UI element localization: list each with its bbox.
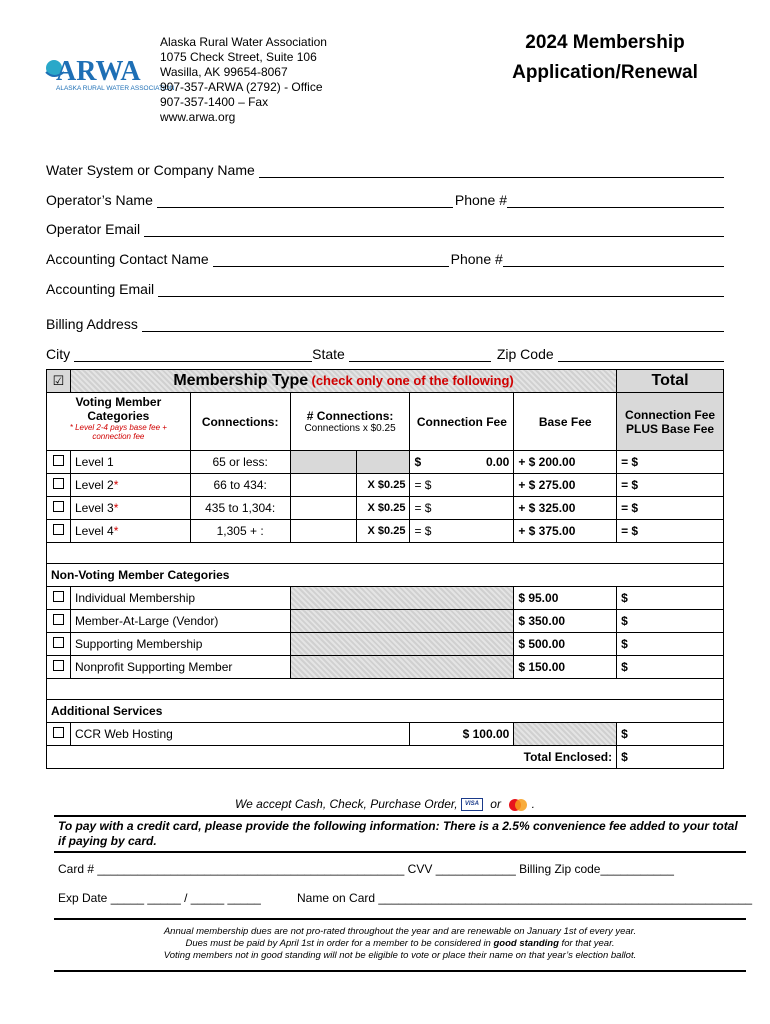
accounting-email-label: Accounting Email	[46, 281, 155, 297]
credit-card-box	[54, 815, 746, 853]
accounting-email-input[interactable]	[158, 281, 724, 297]
shaded-cell	[514, 723, 617, 746]
zip-input[interactable]	[558, 346, 724, 362]
row-total-input[interactable]: $	[617, 723, 724, 746]
operator-name-input[interactable]	[157, 192, 453, 208]
phone-label: Phone #	[450, 251, 503, 267]
water-system-input[interactable]	[259, 162, 724, 178]
operator-name-label: Operator’s Name	[46, 192, 153, 208]
row-total-input[interactable]: = $	[617, 451, 724, 474]
billing-address-label: Billing Address	[46, 316, 138, 332]
table-row	[47, 656, 724, 679]
connection-fee-cell[interactable]	[410, 497, 514, 520]
nonvoting-label: Member-At-Large (Vendor)	[70, 610, 290, 633]
cfee-value: 0.00	[485, 455, 510, 469]
connections-range: 1,305 + :	[190, 520, 290, 543]
footer-line-2c: for that year.	[558, 938, 615, 949]
billing-address-input[interactable]	[142, 316, 724, 332]
state-input[interactable]	[349, 346, 491, 362]
header-check-icon: ☑	[47, 370, 71, 393]
base-fee: $ 150.00	[514, 656, 617, 679]
connection-fee-cell[interactable]	[410, 474, 514, 497]
city-input[interactable]	[74, 346, 312, 362]
org-line: www.arwa.org	[160, 110, 236, 124]
footer-notes	[54, 918, 746, 972]
base-fee: $ 500.00	[514, 633, 617, 656]
cfee-prefix: = $	[414, 524, 432, 538]
nonvoting-label: Individual Membership	[70, 587, 290, 610]
num-connections-input	[290, 451, 356, 474]
asterisk: *	[113, 478, 119, 492]
level-4-checkbox[interactable]	[47, 520, 71, 543]
cfee-prefix: $	[414, 455, 422, 469]
base-fee: $ 350.00	[514, 610, 617, 633]
multiplier	[356, 451, 410, 474]
individual-checkbox[interactable]	[47, 587, 71, 610]
operator-email-label: Operator Email	[46, 221, 141, 237]
num-connections-input[interactable]	[290, 497, 356, 520]
supporting-checkbox[interactable]	[47, 633, 71, 656]
end-text: .	[531, 797, 535, 811]
vendor-checkbox[interactable]	[47, 610, 71, 633]
membership-type-title: Membership Type	[173, 372, 309, 389]
cfee-prefix: = $	[414, 478, 432, 492]
total-enclosed-input[interactable]: $	[617, 746, 724, 769]
org-line: 1075 Check Street, Suite 106	[160, 50, 317, 64]
accept-text: We accept Cash, Check, Purchase Order,	[235, 797, 458, 811]
card-number-line[interactable]: Card # ______________________________________________ CVV ____________ Billing Zip code___________	[58, 862, 674, 876]
total-fee-header: Connection Fee PLUS Base Fee	[617, 393, 724, 451]
nonvoting-label: Supporting Membership	[70, 633, 290, 656]
footer-line-3: Voting members not in good standing will not be eligible to vote or place their name on that year’s election ballot.	[163, 950, 637, 961]
connections-header: Connections:	[190, 393, 290, 451]
accounting-phone-input[interactable]	[503, 251, 724, 267]
city-label: City	[46, 346, 71, 362]
shaded-cell	[290, 610, 514, 633]
connections-range: 65 or less:	[190, 451, 290, 474]
additional-label: CCR Web Hosting	[70, 723, 409, 746]
spacer-row	[47, 543, 724, 564]
nonvoting-header: Non-Voting Member Categories	[47, 564, 724, 587]
level-label	[70, 520, 190, 543]
billing-address-row	[46, 316, 724, 332]
level-label-text: Level 1	[74, 455, 114, 469]
level-label-text: Level 4	[74, 524, 114, 538]
row-total-input[interactable]: = $	[617, 474, 724, 497]
num-connections-header: # Connections:	[306, 409, 394, 423]
name-on-card-line[interactable]: Name on Card ________________________________________________________	[297, 891, 753, 905]
membership-type-header	[70, 370, 616, 393]
num-connections-input[interactable]	[290, 520, 356, 543]
table-row	[47, 723, 724, 746]
row-total-input[interactable]: = $	[617, 520, 724, 543]
level-label-text: Level 2	[74, 478, 114, 492]
level-label	[70, 451, 190, 474]
table-row	[47, 610, 724, 633]
arwa-logo	[42, 50, 175, 100]
additional-header: Additional Services	[47, 700, 724, 723]
table-row	[47, 587, 724, 610]
multiplier: X $0.25	[356, 520, 410, 543]
accounting-row	[46, 251, 724, 267]
mastercard-icon	[508, 799, 528, 811]
footer-line-2	[54, 938, 746, 950]
table-row	[47, 497, 724, 520]
voting-header: Voting Member Categories	[75, 395, 162, 423]
row-total-input[interactable]: $	[617, 610, 724, 633]
connection-fee-header: Connection Fee	[410, 393, 514, 451]
table-row	[47, 633, 724, 656]
org-line: 907-357-1400 – Fax	[160, 95, 269, 109]
level-2-checkbox[interactable]	[47, 474, 71, 497]
level-label	[70, 474, 190, 497]
state-label: State	[312, 346, 345, 362]
good-standing: good standing	[493, 938, 559, 949]
membership-type-note: (check only one of the following)	[311, 373, 514, 388]
voting-header-cell	[47, 393, 191, 451]
base-fee: + $ 375.00	[514, 520, 617, 543]
water-system-row	[46, 162, 724, 178]
nonprofit-checkbox[interactable]	[47, 656, 71, 679]
zip-label: Zip Code	[496, 346, 554, 362]
title-line-1: 2024 Membership	[525, 32, 685, 53]
shaded-cell	[290, 633, 514, 656]
or-text: or	[490, 797, 501, 811]
org-line: 907-357-ARWA (2792) - Office	[160, 80, 323, 94]
visa-icon: VISA	[461, 798, 483, 811]
operator-email-input[interactable]	[144, 221, 724, 237]
connection-fee-cell[interactable]	[410, 520, 514, 543]
spacer-row	[47, 679, 724, 700]
base-fee-header: Base Fee	[514, 393, 617, 451]
level-3-checkbox[interactable]	[47, 497, 71, 520]
base-fee: + $ 275.00	[514, 474, 617, 497]
logo-subtext: ALASKA RURAL WATER ASSOCIATION	[56, 85, 175, 92]
footer-line-2a: Dues must be paid by April 1st in order for a member to be considered in	[185, 938, 494, 949]
accounting-email-row	[46, 281, 724, 297]
asterisk: *	[113, 501, 119, 515]
phone-label: Phone #	[454, 192, 508, 208]
multiplier: X $0.25	[356, 474, 410, 497]
operator-row	[46, 192, 724, 208]
row-total-input[interactable]: $	[617, 633, 724, 656]
total-header: Total	[617, 370, 724, 393]
num-connections-input[interactable]	[290, 474, 356, 497]
connections-range: 435 to 1,304:	[190, 497, 290, 520]
connection-fee-cell	[410, 451, 514, 474]
total-enclosed-label: Total Enclosed:	[47, 746, 617, 769]
nonvoting-label: Nonprofit Supporting Member	[70, 656, 290, 679]
level-1-checkbox[interactable]	[47, 451, 71, 474]
asterisk: *	[113, 524, 119, 538]
page-title	[470, 28, 740, 88]
num-connections-header-cell	[290, 393, 410, 451]
base-fee: + $ 325.00	[514, 497, 617, 520]
table-row	[47, 451, 724, 474]
title-line-2: Application/Renewal	[512, 62, 698, 83]
city-state-zip-row	[46, 346, 724, 362]
org-line: Wasilla, AK 99654-8067	[160, 65, 288, 79]
footer-line-1: Annual membership dues are not pro-rated throughout the year and are renewable on January 1st of every year.	[163, 926, 637, 937]
credit-card-note: To pay with a credit card, please provide the following information: There is a 2.5% convenience fee added to your total if paying by card.	[58, 819, 738, 848]
base-fee: + $ 200.00	[514, 451, 617, 474]
row-total-input[interactable]: = $	[617, 497, 724, 520]
accounting-contact-input[interactable]	[213, 251, 449, 267]
shaded-cell	[290, 587, 514, 610]
ccr-checkbox[interactable]	[47, 723, 71, 746]
operator-phone-input[interactable]	[507, 192, 724, 208]
table-row	[47, 474, 724, 497]
row-total-input[interactable]: $	[617, 587, 724, 610]
accept-line	[0, 797, 770, 811]
water-system-label: Water System or Company Name	[46, 162, 255, 178]
shaded-cell	[290, 656, 514, 679]
org-address	[160, 35, 327, 125]
multiplier: X $0.25	[356, 497, 410, 520]
voting-note: * Level 2-4 pays base fee + connection fee	[69, 423, 167, 441]
level-label	[70, 497, 190, 520]
accounting-contact-label: Accounting Contact Name	[46, 251, 209, 267]
table-row	[47, 520, 724, 543]
additional-price: $ 100.00	[410, 723, 514, 746]
base-fee: $ 95.00	[514, 587, 617, 610]
org-line: Alaska Rural Water Association	[160, 35, 327, 49]
connections-range: 66 to 434:	[190, 474, 290, 497]
operator-email-row	[46, 221, 724, 237]
membership-table	[46, 369, 724, 769]
cfee-prefix: = $	[414, 501, 432, 515]
exp-date-line[interactable]: Exp Date _____ _____ / _____ _____	[58, 891, 261, 905]
num-connections-sub: Connections x $0.25	[304, 423, 396, 434]
row-total-input[interactable]: $	[617, 656, 724, 679]
level-label-text: Level 3	[74, 501, 114, 515]
logo-text: ARWA	[56, 56, 141, 87]
